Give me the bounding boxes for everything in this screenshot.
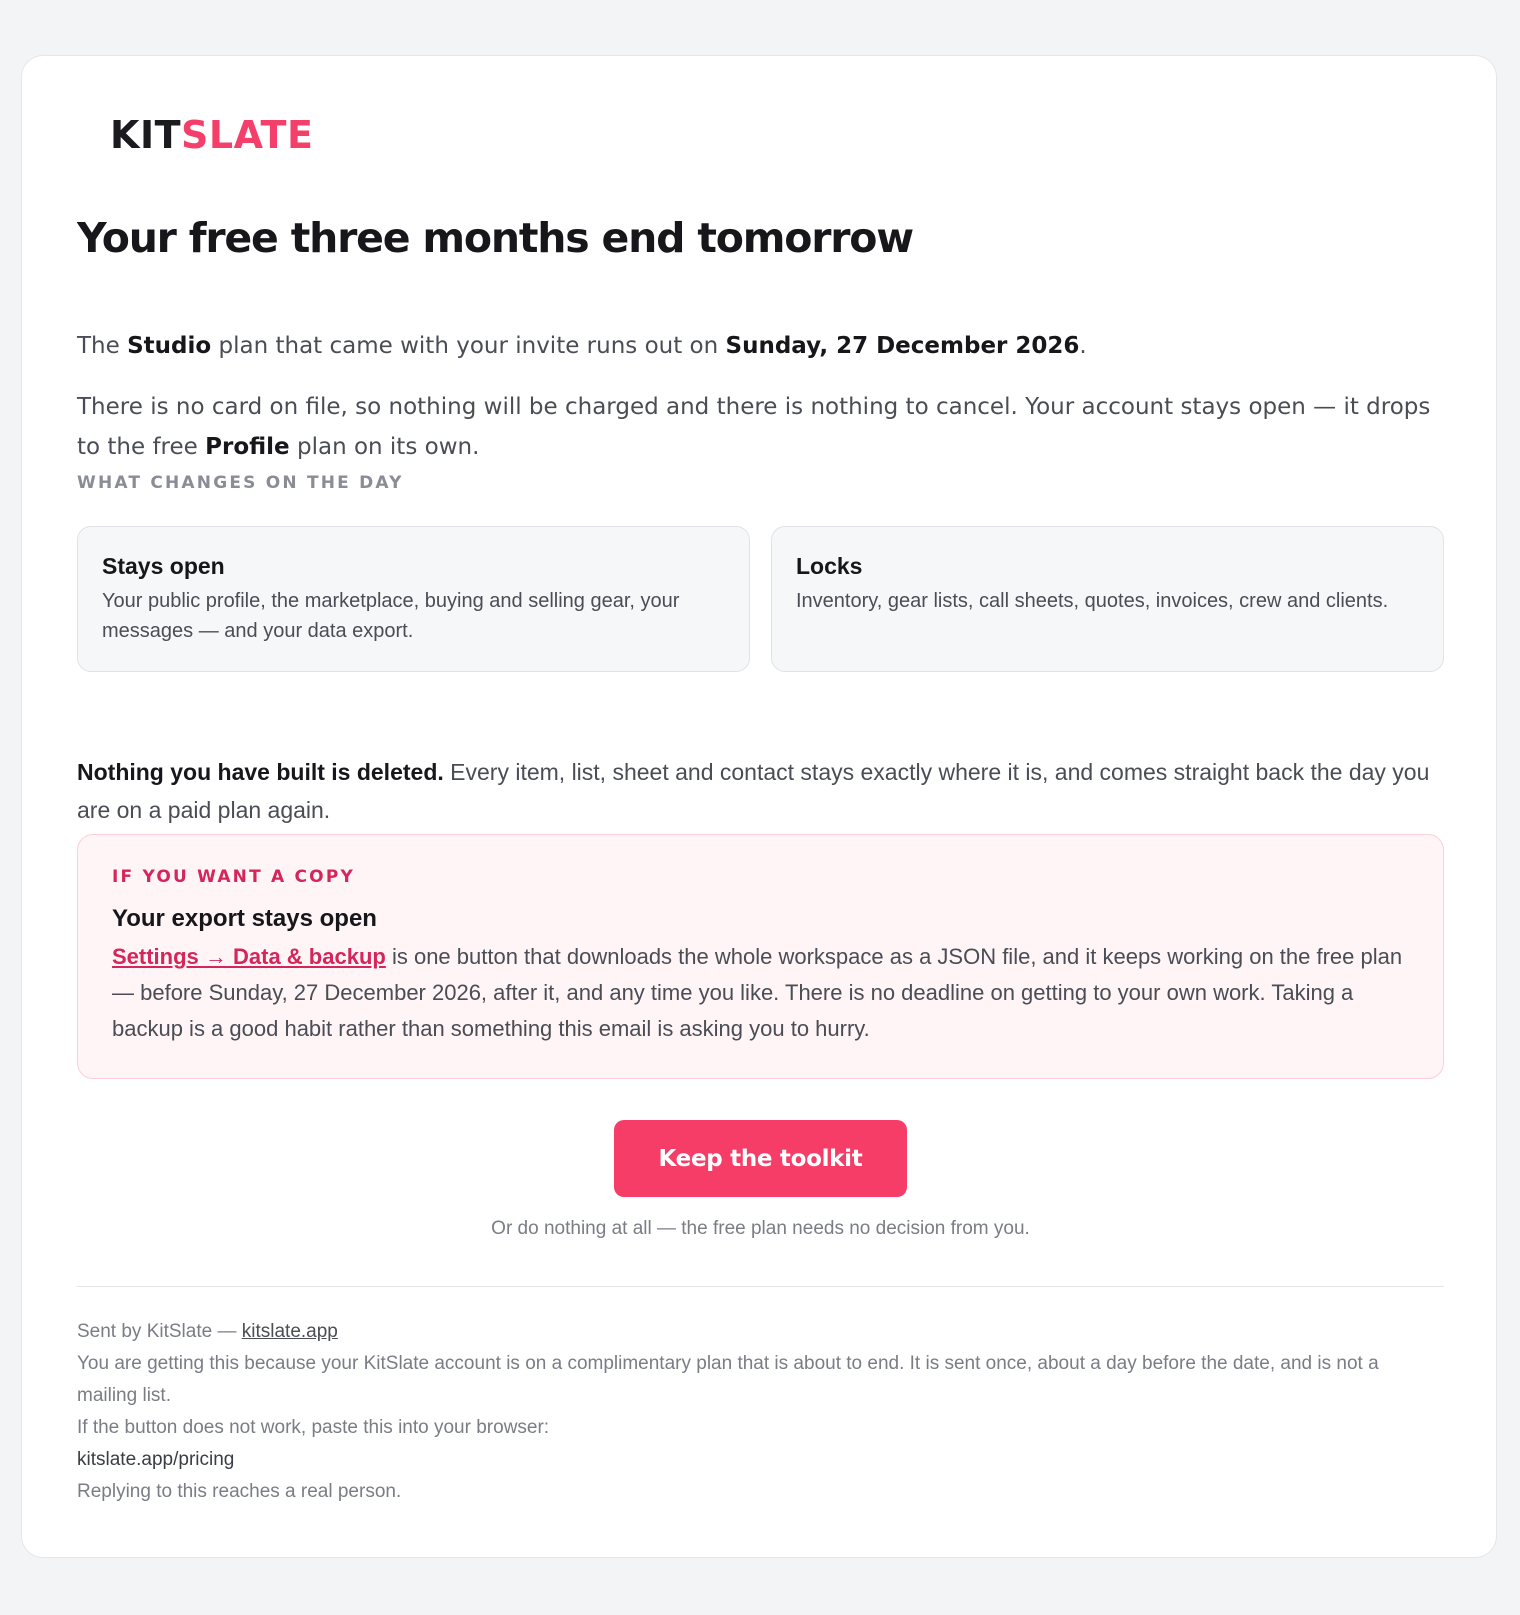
settings-data-backup-link[interactable]: Settings → Data & backup (112, 944, 386, 969)
footer-fallback: If the button does not work, paste this into your browser: (77, 1417, 550, 1438)
kitslate-logo (110, 113, 314, 157)
intro-text: plan on its own. (289, 434, 480, 460)
intro-text: plan that came with your invite runs out on (211, 333, 726, 359)
stays-open-body: Your public profile, the marketplace, buying and selling gear, your messages — and your data export. (102, 590, 680, 642)
logo-slate: SLATE (181, 113, 314, 157)
export-callout (77, 834, 1444, 1079)
callout-label: IF YOU WANT A COPY (112, 867, 355, 887)
plan-name: Studio (127, 333, 212, 359)
nothing-deleted-paragraph (77, 753, 1443, 829)
free-plan-name: Profile (205, 434, 290, 460)
end-date: Sunday, 27 December 2026 (725, 333, 1080, 359)
footer (77, 1316, 1444, 1508)
cta-note: Or do nothing at all — the free plan needs no decision from you. (491, 1218, 1030, 1239)
sent-by-text: Sent by KitSlate — (77, 1321, 242, 1342)
nothing-deleted-text: Every item, list, sheet and contact stays exactly where it is, and comes straight back the day you are on a paid plan again. (77, 759, 1430, 823)
intro-paragraph-1 (77, 326, 1443, 366)
callout-title: Your export stays open (112, 905, 377, 932)
intro-text: . (1079, 333, 1087, 359)
callout-body (112, 939, 1409, 1047)
locks-box (771, 526, 1444, 672)
intro-text: There is no card on file, so nothing will be charged and there is nothing to cancel. Your account stays open — it drops to the free (77, 394, 1431, 460)
intro-text: The (77, 333, 128, 359)
locks-body: Inventory, gear lists, call sheets, quotes, invoices, crew and clients. (796, 590, 1389, 612)
footer-reply-note: Replying to this reaches a real person. (77, 1481, 402, 1502)
locks-title: Locks (796, 553, 863, 579)
intro-paragraph-2 (77, 387, 1443, 467)
nothing-deleted-bold: Nothing you have built is deleted. (77, 759, 444, 785)
footer-reason: You are getting this because your KitSlate account is on a complimentary plan that is about to end. It is sent once, about a day before the date, and is not a mailing list. (77, 1353, 1379, 1406)
email-card (21, 55, 1497, 1558)
headline: Your free three months end tomorrow (77, 214, 913, 262)
stays-open-box (77, 526, 750, 672)
fallback-url: kitslate.app/pricing (77, 1449, 235, 1470)
footer-divider (77, 1286, 1444, 1287)
logo-kit: KIT (110, 113, 182, 157)
section-label: WHAT CHANGES ON THE DAY (77, 473, 404, 493)
kitslate-site-link[interactable]: kitslate.app (241, 1321, 338, 1342)
callout-body-text: is one button that downloads the whole workspace as a JSON file, and it keeps working on the free plan — before Sunday, 27 December 2026, after it, and any time you like. There is no deadline on getting to your own work. Taking a backup is a good habit rather than something this email is asking you to hurry. (112, 944, 1403, 1041)
stays-open-title: Stays open (102, 553, 225, 579)
keep-toolkit-button[interactable]: Keep the toolkit (614, 1120, 907, 1197)
sent-by-line (77, 1316, 1444, 1348)
